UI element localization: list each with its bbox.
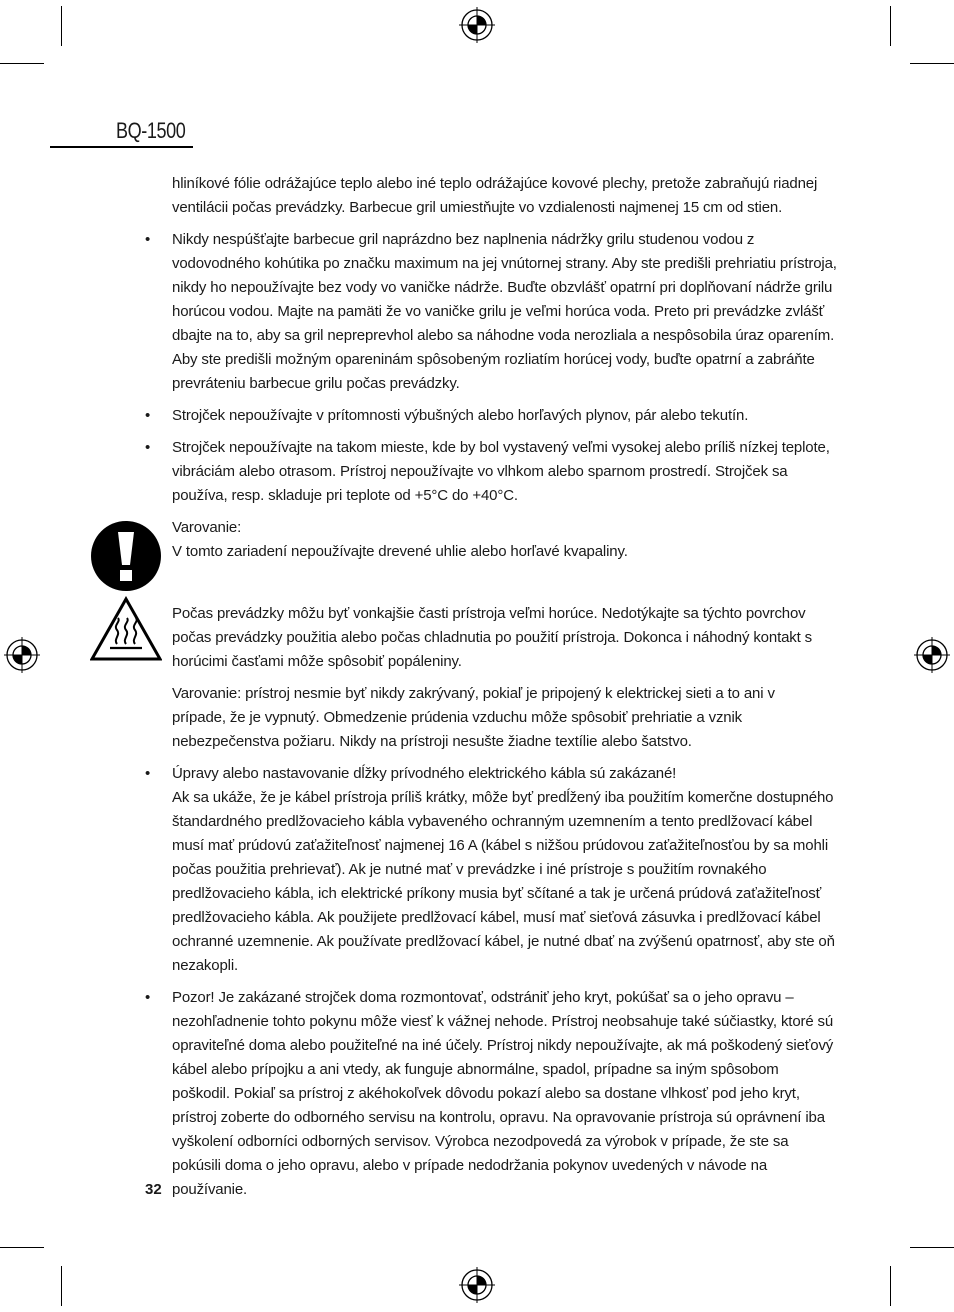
list-item	[145, 762, 838, 978]
list-item-text: Ak sa ukáže, že je kábel prístroja príliš krátky, môže byť predĺžený iba použitím komerčne dostupného štandardného predlžovacieho kábla vybaveného ochranným uzemnením a tento predlžovací kábel musí mať prúdovú zaťažiteľnosť najmenej 16 A (kábel s nižšou prúdovou zaťažiteľnosťou by sa mohli počas použitia prehrievať). Ak je nutné mať v prevádzke i iné prístroje s použitím rovnakého predlžovacieho kábla, ich elektrické príkony musia byť sčítané a tak je určená prúdová zaťažiteľnosť predlžovacieho kábla. Ak použijete predlžovací kábel, musí mať sieťová zásuvka i predlžovací kábel ochranné uzemnenie. Ak používate predlžovací kábel, je nutné dbať na zvýšenú opatrnosť, aby ste oň nezakopli.	[172, 789, 835, 974]
hot-surface-icon	[90, 596, 162, 662]
registration-mark-icon	[459, 1267, 495, 1303]
hot-surface-notice	[104, 602, 838, 674]
registration-mark-icon	[914, 637, 950, 673]
header-rule	[50, 146, 193, 148]
warning-notice	[104, 516, 838, 588]
list-item-text: Strojček nepoužívajte na takom mieste, kde by bol vystavený veľmi vysokej alebo príliš nízkej teplote, vibráciám alebo otrasom. Prístroj nepoužívajte vo vlhkom alebo sparnom prostredí. Strojček sa používa, resp. skladuje pri teplote od +5°C do +40°C.	[172, 439, 830, 504]
registration-mark-icon	[4, 637, 40, 673]
list-item	[145, 436, 838, 508]
bullet-marker: •	[145, 765, 151, 782]
lead-paragraph: hliníkové fólie odrážajúce teplo alebo iné teplo odrážajúce kovové plechy, pretože zabraňujú riadnej ventilácii počas prevádzky. Barbecue gril umiestňujte vo vzdialenosti najmenej 15 cm od stien.	[172, 175, 818, 216]
crop-mark	[910, 63, 954, 64]
page-number: 32	[145, 1181, 162, 1198]
crop-mark	[0, 1247, 44, 1248]
bullet-marker: •	[145, 231, 151, 248]
crop-mark	[61, 1266, 62, 1306]
crop-mark	[890, 1266, 891, 1306]
bullet-marker: •	[145, 989, 151, 1006]
list-item	[145, 228, 838, 396]
warning-text: Počas prevádzky môžu byť vonkajšie časti prístroja veľmi horúce. Nedotýkajte sa týchto povrchov počas prevádzky použitia alebo počas chladnutia po použití prístroja. Dokonca i náhodný kontakt s horúcimi časťami môže spôsobiť popáleniny.	[172, 605, 813, 670]
list-item-text: Nikdy nespúšťajte barbecue gril naprázdno bez naplnenia nádržky grilu studenou vodou z vodovodného kohútika po značku maximum na jej vnútornej strany. Aby ste predišli prehriatiu prístroja, nikdy ho nepoužívajte bez vody vo vaničke nádrže. Buďte obzvlášť opatrní pri doplňovaní nádrže grilu horúcou vodou. Majte na pamäti že vo vaničke grilu je veľmi horúca voda. Preto pri prevádzke zvlášť dbajte na to, aby sa gril nepreprevhol alebo sa náhodne voda nerozliala a nespôsobila úraz oparením. Aby ste predišli možným opareninám spôsobeným rozliatím horúcej vody, buďte opatrní a zabráňte prevráteniu barbecue grilu počas prevádzky.	[172, 231, 837, 392]
warning-text: Varovanie: prístroj nesmie byť nikdy zakrývaný, pokiaľ je pripojený k elektrickej sieti a to ani v prípade, že je vypnutý. Obmedzenie prúdenia vzduchu môže spôsobiť prehriatie a vznik nebezpečenstva požiaru. Nikdy na prístroji nesušte žiadne textílie alebo šatstvo.	[172, 685, 775, 750]
list-item-text: Strojček nepoužívajte v prítomnosti výbušných alebo horľavých plynov, pár alebo tekutín.	[172, 407, 749, 424]
crop-mark	[0, 63, 44, 64]
ventilation-notice	[104, 682, 838, 754]
warning-text: V tomto zariadení nepoužívajte drevené uhlie alebo horľavé kvapaliny.	[172, 543, 628, 560]
model-title: BQ-1500	[116, 118, 186, 143]
warning-title: Varovanie:	[172, 519, 242, 536]
bullet-marker: •	[145, 439, 151, 456]
registration-mark-icon	[459, 7, 495, 43]
list-item	[145, 404, 838, 428]
bullet-marker: •	[145, 407, 151, 424]
crop-mark	[910, 1247, 954, 1248]
crop-mark	[890, 6, 891, 46]
exclamation-circle-icon	[90, 520, 162, 592]
list-item-heading: Úpravy alebo nastavovanie dĺžky prívodného elektrického kábla sú zakázané!	[172, 765, 677, 782]
list-item-text: Pozor! Je zakázané strojček doma rozmontovať, odstrániť jeho kryt, pokúšať sa o jeho opravu – nezohľadnenie tohto pokynu môže viesť k vážnej nehode. Prístroj neobsahuje také súčiastky, ktoré sú opraviteľné doma alebo použiteľné na iné účely. Prístroj nikdy nepoužívajte, ak má poškodený sieťový kábel alebo prípojku a ani vtedy, ak funguje abnormálne, spadol, prípadne sa iným spôsobom poškodil. Pokiaľ sa prístroj z akéhokoľvek dôvodu pokazí alebo sa dostane vlhkosť pod jeho kryt, prístroj zoberte do odborného servisu na kontrolu, opravu. Na opravovanie prístroja sú oprávnení iba vyškolení odborníci odborných servisov. Výrobca nezodpovedá za výrobok v prípade, že ste sa pokúsili doma o jeho opravu, alebo v prípade nedodržania pokynov uvedených v návode na používanie.	[172, 989, 834, 1198]
crop-mark	[61, 6, 62, 46]
